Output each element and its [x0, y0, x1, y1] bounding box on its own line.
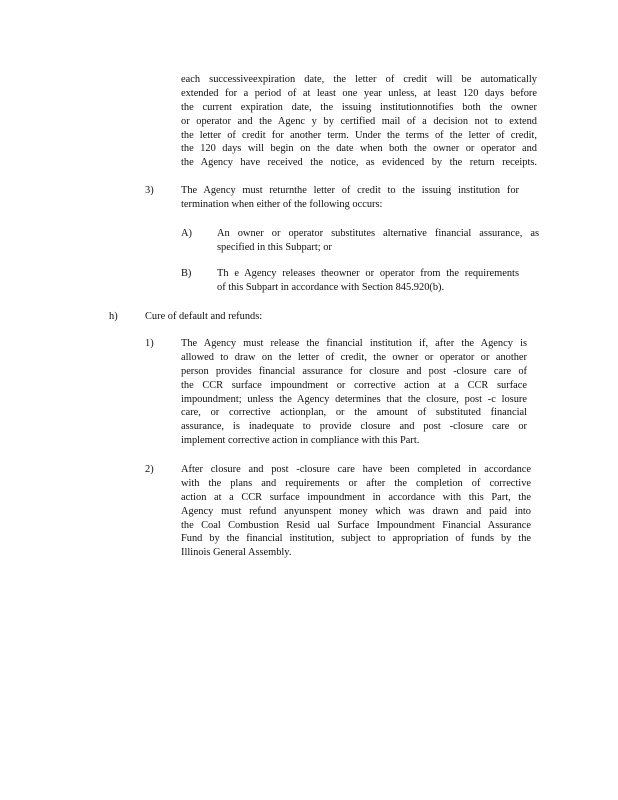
paragraph-line: person provides financial assurance for closure and post -closure care of [181, 365, 527, 377]
item-3b-marker: B) [181, 268, 192, 279]
item-3-paragraph [181, 184, 519, 212]
paragraph-line: implement corrective action in compliance with this Part. [181, 435, 420, 447]
item-3b-paragraph [217, 267, 519, 295]
paragraph-line: action at a CCR surface impoundment in accordance with this Part, the [181, 491, 531, 503]
paragraph-line: impoundment; unless the Agency determines that the closure, post -c losure [181, 393, 527, 405]
paragraph-line: The Agency must release the financial institution if, after the Agency is [181, 338, 527, 349]
section-h-title: Cure of default and refunds: [145, 311, 263, 322]
section-h-marker: h) [109, 311, 118, 322]
item-h2-paragraph [181, 463, 531, 560]
paragraph-line: An owner or operator substitutes alternative financial assurance, as [217, 228, 539, 239]
item-3a-marker: A) [181, 228, 192, 239]
paragraph-line: or operator and the Agenc y by certified mail of a decision not to extend [181, 115, 537, 127]
item-h1-paragraph [181, 337, 527, 448]
paragraph-line: specified in this Subpart; or [217, 241, 332, 253]
continuation-paragraph [181, 73, 537, 170]
item-3-marker: 3) [145, 185, 154, 196]
paragraph-line: Illinois General Assembly. [181, 547, 292, 559]
paragraph-line: the current expiration date, the issuing institutionnotifies both the owner [181, 101, 537, 113]
paragraph-line: The Agency must returnthe letter of credit to the issuing institution for [181, 185, 519, 196]
item-h2-marker: 2) [145, 464, 154, 475]
paragraph-line: After closure and post -closure care have been completed in accordance [181, 464, 531, 475]
paragraph-line: the 120 days will begin on the date when both the owner or operator and [181, 143, 537, 155]
paragraph-line: assurance, is inadequate to provide closure and post -closure care or [181, 421, 527, 433]
paragraph-line: termination when either of the following occurs: [181, 198, 383, 210]
paragraph-line: the CCR surface impoundment or corrective action at a CCR surface [181, 379, 527, 391]
paragraph-line: extended for a period of at least one year unless, at least 120 days before [181, 87, 537, 99]
paragraph-line: care, or corrective actionplan, or the amount of substituted financial [181, 407, 527, 419]
paragraph-line: with the plans and requirements or after the completion of corrective [181, 477, 531, 489]
paragraph-line: Fund by the financial institution, subject to appropriation of funds by the [181, 533, 531, 545]
paragraph-line: Th e Agency releases theowner or operator from the requirements [217, 268, 519, 279]
paragraph-line: the Agency have received the notice, as evidenced by the return receipts. [181, 157, 537, 169]
paragraph-line: of this Subpart in accordance with Section 845.920(b). [217, 281, 445, 293]
paragraph-line: the Coal Combustion Resid ual Surface Impoundment Financial Assurance [181, 519, 531, 531]
paragraph-line: allowed to draw on the letter of credit, the owner or operator or another [181, 351, 527, 363]
paragraph-line: each successiveexpiration date, the letter of credit will be automatically [181, 74, 537, 85]
paragraph-line: the letter of credit for another term. Under the terms of the letter of credit, [181, 129, 537, 141]
item-3a-paragraph [217, 227, 539, 255]
item-h1-marker: 1) [145, 338, 154, 349]
paragraph-line: Agency must refund anyunspent money which was drawn and paid into [181, 505, 531, 517]
